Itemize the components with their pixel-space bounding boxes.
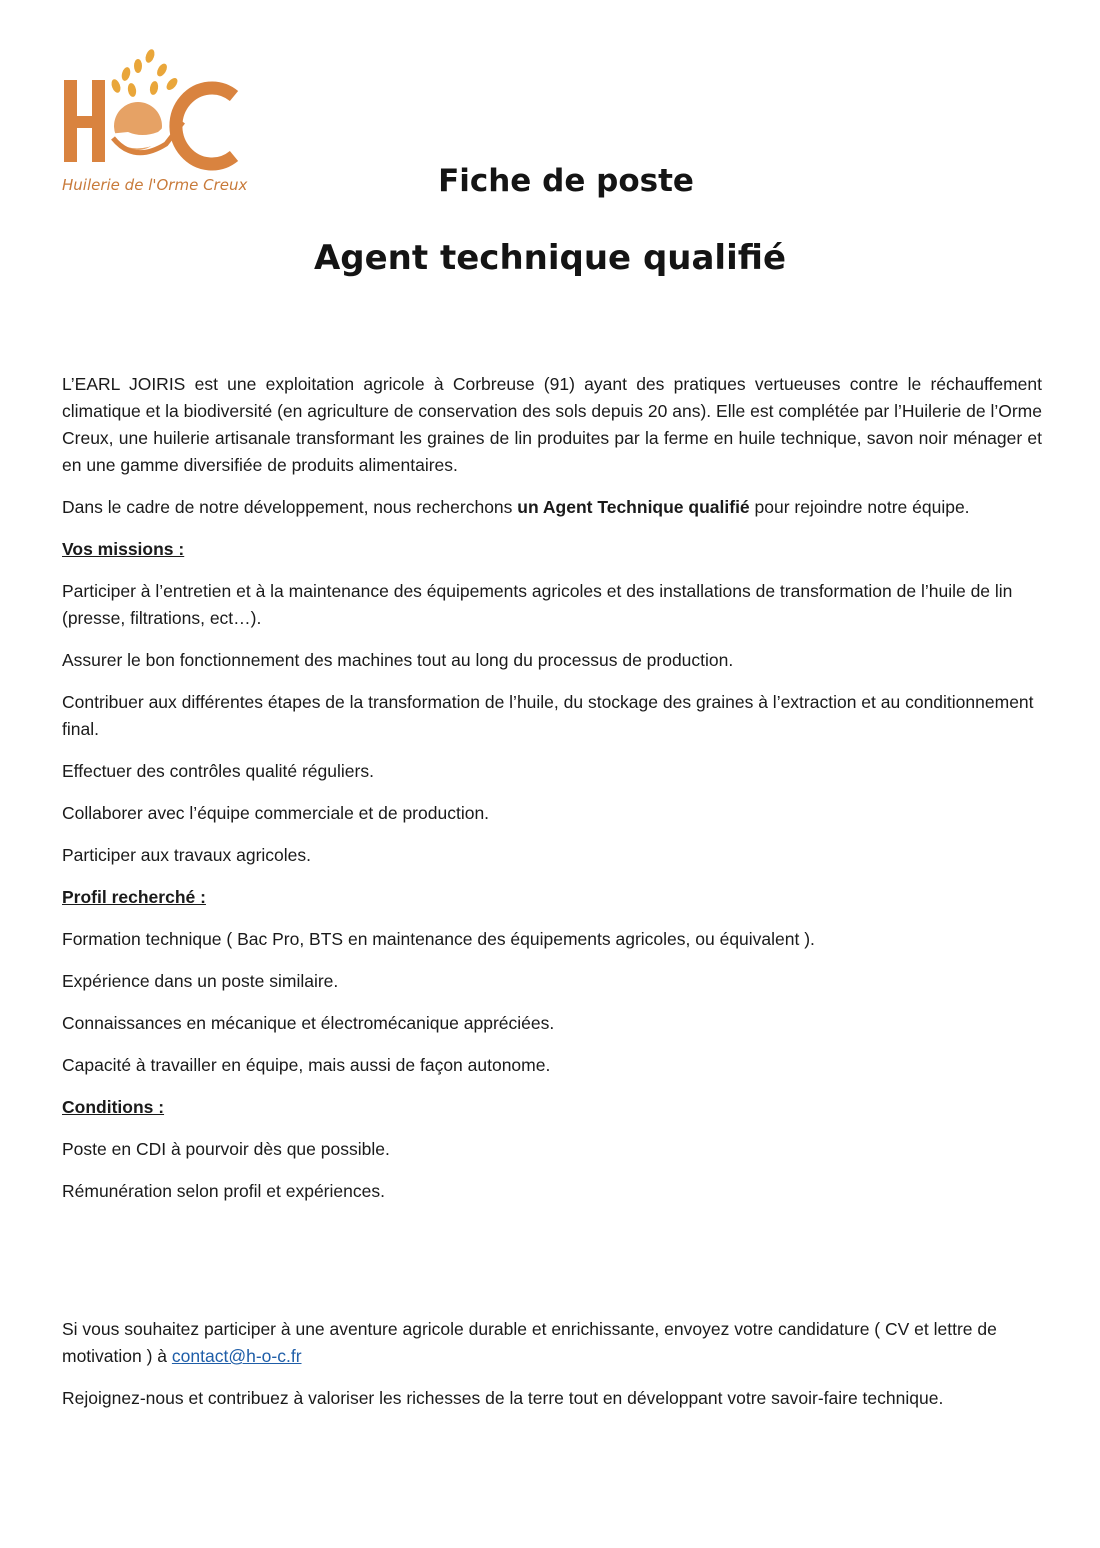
document-body <box>62 371 1042 1427</box>
list-item: Poste en CDI à pourvoir dès que possible. <box>62 1139 390 1159</box>
list-item: Rémunération selon profil et expériences. <box>62 1181 385 1201</box>
list-item: Participer aux travaux agricoles. <box>62 845 311 865</box>
conditions-heading: Conditions : <box>62 1097 165 1117</box>
recruit-text-after: pour rejoindre notre équipe. <box>749 497 970 517</box>
logo-hoc-icon <box>58 46 258 176</box>
profile-heading: Profil recherché : <box>62 887 206 907</box>
email-link[interactable]: contact@h-o-c.fr <box>171 1346 302 1366</box>
apply-text: Si vous souhaitez participer à une aventure agricole durable et enrichissante, envoyez votre candidature ( CV et lettre de motivation ) à <box>62 1319 997 1366</box>
recruit-text-bold: un Agent Technique qualifié <box>517 497 750 517</box>
intro-paragraph: L’EARL JOIRIS est une exploitation agricole à Corbreuse (91) ayant des pratiques vertueuses contre le réchauffement climatique et la biodiversité (en agriculture de conservation des sols depuis 20 ans). Elle est complétée par l’Huilerie de l’Orme Creux, une huilerie artisanale transformant les graines de lin produites par la ferme en huile technique, savon noir ménager et en une gamme diversifiée de produits alimentaires. <box>62 374 1042 475</box>
missions-heading: Vos missions : <box>62 539 185 559</box>
logo-caption: Huilerie de l'Orme Creux <box>62 176 248 194</box>
closing-paragraph: Rejoignez-nous et contribuez à valoriser les richesses de la terre tout en développant votre savoir-faire technique. <box>62 1388 944 1408</box>
apply-paragraph <box>62 1316 1042 1370</box>
list-item: Expérience dans un poste similaire. <box>62 971 339 991</box>
recruit-text-before: Dans le cadre de notre développement, nous recherchons <box>62 497 518 517</box>
page-title: Fiche de poste <box>438 163 694 199</box>
list-item: Collaborer avec l’équipe commerciale et de production. <box>62 803 490 823</box>
list-item: Formation technique ( Bac Pro, BTS en maintenance des équipements agricoles, ou équivalent ). <box>62 929 815 949</box>
spacer <box>62 1220 1042 1316</box>
list-item: Contribuer aux différentes étapes de la transformation de l’huile, du stockage des graines à l’extraction et au conditionnement final. <box>62 692 1034 739</box>
list-item: Capacité à travailler en équipe, mais aussi de façon autonome. <box>62 1055 551 1075</box>
list-item: Connaissances en mécanique et électromécanique appréciées. <box>62 1013 555 1033</box>
list-item: Assurer le bon fonctionnement des machines tout au long du processus de production. <box>62 650 734 670</box>
page-subtitle: Agent technique qualifié <box>313 238 787 278</box>
recruit-paragraph <box>62 494 1042 521</box>
list-item: Effectuer des contrôles qualité réguliers. <box>62 761 374 781</box>
list-item: Participer à l’entretien et à la maintenance des équipements agricoles et des installations de transformation de l’huile de lin (presse, filtrations, ect…). <box>62 581 1013 628</box>
